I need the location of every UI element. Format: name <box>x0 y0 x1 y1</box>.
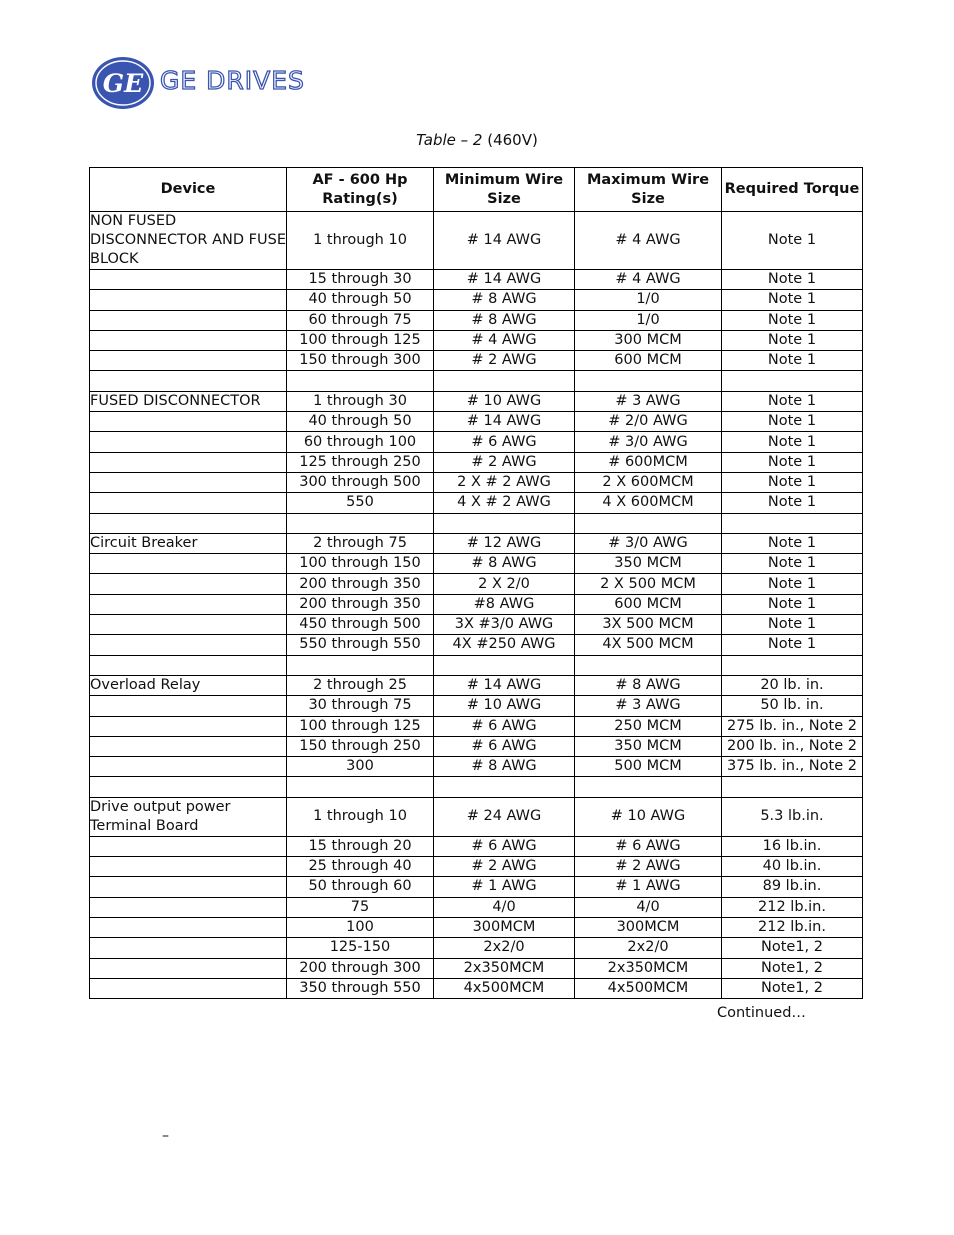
cell-min-wire: # 8 AWG <box>434 554 575 574</box>
table-row <box>90 836 863 856</box>
cell-torque <box>722 655 863 675</box>
cell-hp-rating <box>287 655 434 675</box>
cell-min-wire: 2x350MCM <box>434 958 575 978</box>
cell-max-wire: # 3 AWG <box>575 696 722 716</box>
cell-device <box>90 452 287 472</box>
table-row <box>90 594 863 614</box>
table-title-voltage: (460V) <box>482 131 538 149</box>
cell-device <box>90 351 287 371</box>
cell-max-wire <box>575 655 722 675</box>
cell-max-wire: # 3/0 AWG <box>575 533 722 553</box>
cell-device <box>90 330 287 350</box>
cell-device <box>90 472 287 492</box>
cell-hp-rating: 550 <box>287 493 434 513</box>
cell-device <box>90 877 287 897</box>
cell-hp-rating: 125 through 250 <box>287 452 434 472</box>
table-row <box>90 351 863 371</box>
cell-max-wire: # 2/0 AWG <box>575 412 722 432</box>
table-row <box>90 938 863 958</box>
cell-hp-rating: 350 through 550 <box>287 978 434 998</box>
cell-hp-rating <box>287 513 434 533</box>
cell-max-wire: 300 MCM <box>575 330 722 350</box>
cell-device <box>90 857 287 877</box>
cell-max-wire: 3X 500 MCM <box>575 615 722 635</box>
cell-device <box>90 310 287 330</box>
table-row <box>90 452 863 472</box>
table-row <box>90 472 863 492</box>
cell-hp-rating: 75 <box>287 897 434 917</box>
cell-torque: Note 1 <box>722 212 863 270</box>
cell-torque: Note 1 <box>722 493 863 513</box>
cell-max-wire: 2 X 500 MCM <box>575 574 722 594</box>
table-row <box>90 696 863 716</box>
cell-max-wire: 4x500MCM <box>575 978 722 998</box>
table-header-row <box>90 168 863 212</box>
cell-max-wire <box>575 777 722 797</box>
cell-hp-rating: 200 through 350 <box>287 594 434 614</box>
cell-hp-rating: 100 through 125 <box>287 716 434 736</box>
cell-min-wire: # 2 AWG <box>434 857 575 877</box>
table-row <box>90 857 863 877</box>
cell-min-wire: # 2 AWG <box>434 452 575 472</box>
table-row <box>90 635 863 655</box>
cell-min-wire <box>434 777 575 797</box>
cell-hp-rating: 50 through 60 <box>287 877 434 897</box>
cell-hp-rating: 60 through 100 <box>287 432 434 452</box>
cell-min-wire: 4X #250 AWG <box>434 635 575 655</box>
cell-torque: Note 1 <box>722 574 863 594</box>
table-row <box>90 797 863 836</box>
cell-device <box>90 594 287 614</box>
cell-hp-rating: 40 through 50 <box>287 412 434 432</box>
cell-max-wire: 600 MCM <box>575 594 722 614</box>
cell-torque: Note 1 <box>722 432 863 452</box>
table-title-label: Table – 2 <box>416 131 483 149</box>
cell-max-wire: # 600MCM <box>575 452 722 472</box>
cell-device <box>90 757 287 777</box>
cell-max-wire: # 4 AWG <box>575 212 722 270</box>
cell-torque: Note 1 <box>722 310 863 330</box>
cell-max-wire: 2x350MCM <box>575 958 722 978</box>
table-row <box>90 330 863 350</box>
footer-dash: – <box>162 1128 169 1144</box>
cell-min-wire: 4x500MCM <box>434 978 575 998</box>
cell-torque: 5.3 lb.in. <box>722 797 863 836</box>
cell-hp-rating: 100 through 125 <box>287 330 434 350</box>
cell-device <box>90 978 287 998</box>
cell-hp-rating: 40 through 50 <box>287 290 434 310</box>
cell-hp-rating: 300 through 500 <box>287 472 434 492</box>
cell-min-wire: # 14 AWG <box>434 212 575 270</box>
cell-max-wire: 2 X 600MCM <box>575 472 722 492</box>
table-row <box>90 615 863 635</box>
cell-min-wire: 2x2/0 <box>434 938 575 958</box>
cell-min-wire: 4 X # 2 AWG <box>434 493 575 513</box>
header-max-wire-size: Maximum Wire Size <box>575 168 722 212</box>
cell-min-wire: # 8 AWG <box>434 757 575 777</box>
cell-min-wire: # 6 AWG <box>434 432 575 452</box>
cell-device: FUSED DISCONNECTOR <box>90 391 287 411</box>
cell-min-wire: # 6 AWG <box>434 716 575 736</box>
cell-hp-rating: 25 through 40 <box>287 857 434 877</box>
table-row <box>90 432 863 452</box>
table-body <box>90 212 863 999</box>
table-row <box>90 716 863 736</box>
cell-torque: Note 1 <box>722 330 863 350</box>
cell-torque: Note 1 <box>722 270 863 290</box>
cell-torque: Note 1 <box>722 615 863 635</box>
cell-hp-rating: 30 through 75 <box>287 696 434 716</box>
cell-hp-rating: 15 through 20 <box>287 836 434 856</box>
table-row <box>90 310 863 330</box>
cell-min-wire: # 2 AWG <box>434 351 575 371</box>
table-row <box>90 675 863 695</box>
cell-max-wire: # 10 AWG <box>575 797 722 836</box>
cell-torque: 212 lb.in. <box>722 897 863 917</box>
cell-hp-rating <box>287 371 434 391</box>
cell-device <box>90 270 287 290</box>
cell-torque: 16 lb.in. <box>722 836 863 856</box>
cell-torque <box>722 777 863 797</box>
cell-max-wire: 350 MCM <box>575 554 722 574</box>
table-row <box>90 757 863 777</box>
ge-monogram-icon <box>90 56 156 110</box>
table-row <box>90 412 863 432</box>
cell-min-wire: 4/0 <box>434 897 575 917</box>
cell-min-wire: # 14 AWG <box>434 675 575 695</box>
cell-min-wire: 2 X 2/0 <box>434 574 575 594</box>
cell-torque <box>722 371 863 391</box>
cell-hp-rating: 450 through 500 <box>287 615 434 635</box>
cell-device <box>90 574 287 594</box>
cell-device <box>90 371 287 391</box>
cell-torque: Note 1 <box>722 635 863 655</box>
cell-hp-rating: 200 through 350 <box>287 574 434 594</box>
wire-size-table <box>89 167 863 999</box>
cell-torque: Note 1 <box>722 391 863 411</box>
cell-min-wire <box>434 655 575 675</box>
cell-hp-rating: 2 through 25 <box>287 675 434 695</box>
cell-min-wire: # 4 AWG <box>434 330 575 350</box>
cell-hp-rating: 150 through 250 <box>287 736 434 756</box>
cell-device <box>90 897 287 917</box>
cell-max-wire: 250 MCM <box>575 716 722 736</box>
cell-device <box>90 836 287 856</box>
cell-torque: Note1, 2 <box>722 978 863 998</box>
logo-wordmark: GE DRIVES <box>160 66 305 95</box>
cell-torque <box>722 513 863 533</box>
cell-torque: Note 1 <box>722 290 863 310</box>
cell-hp-rating: 100 through 150 <box>287 554 434 574</box>
table-row <box>90 958 863 978</box>
cell-max-wire <box>575 371 722 391</box>
cell-hp-rating: 550 through 550 <box>287 635 434 655</box>
cell-max-wire: # 3 AWG <box>575 391 722 411</box>
cell-max-wire: 4/0 <box>575 897 722 917</box>
table-row <box>90 897 863 917</box>
cell-min-wire: # 24 AWG <box>434 797 575 836</box>
cell-max-wire: 1/0 <box>575 290 722 310</box>
cell-max-wire: 350 MCM <box>575 736 722 756</box>
header-required-torque: Required Torque <box>722 168 863 212</box>
cell-torque: 375 lb. in., Note 2 <box>722 757 863 777</box>
cell-min-wire: # 1 AWG <box>434 877 575 897</box>
cell-torque: 200 lb. in., Note 2 <box>722 736 863 756</box>
cell-hp-rating: 200 through 300 <box>287 958 434 978</box>
cell-torque: Note1, 2 <box>722 938 863 958</box>
cell-hp-rating: 1 through 10 <box>287 212 434 270</box>
cell-device <box>90 290 287 310</box>
table-row <box>90 554 863 574</box>
cell-torque: 20 lb. in. <box>722 675 863 695</box>
cell-min-wire: # 12 AWG <box>434 533 575 553</box>
cell-max-wire: # 6 AWG <box>575 836 722 856</box>
table-row <box>90 736 863 756</box>
cell-hp-rating: 100 <box>287 917 434 937</box>
cell-torque: Note 1 <box>722 351 863 371</box>
cell-max-wire: # 2 AWG <box>575 857 722 877</box>
cell-min-wire: 2 X # 2 AWG <box>434 472 575 492</box>
header-device: Device <box>90 168 287 212</box>
cell-hp-rating: 150 through 300 <box>287 351 434 371</box>
cell-torque: Note 1 <box>722 452 863 472</box>
cell-min-wire: 3X #3/0 AWG <box>434 615 575 635</box>
cell-torque: Note 1 <box>722 412 863 432</box>
table-row <box>90 978 863 998</box>
table-row <box>90 574 863 594</box>
cell-device <box>90 513 287 533</box>
cell-max-wire: # 1 AWG <box>575 877 722 897</box>
cell-hp-rating: 60 through 75 <box>287 310 434 330</box>
table-row <box>90 290 863 310</box>
cell-torque: Note 1 <box>722 533 863 553</box>
cell-min-wire: # 10 AWG <box>434 391 575 411</box>
table-row <box>90 533 863 553</box>
cell-device <box>90 635 287 655</box>
cell-min-wire: # 10 AWG <box>434 696 575 716</box>
cell-torque: 275 lb. in., Note 2 <box>722 716 863 736</box>
table-row <box>90 270 863 290</box>
cell-hp-rating <box>287 777 434 797</box>
cell-max-wire: # 8 AWG <box>575 675 722 695</box>
cell-device <box>90 432 287 452</box>
cell-hp-rating: 2 through 75 <box>287 533 434 553</box>
ge-drives-logo <box>90 56 330 112</box>
cell-min-wire: # 6 AWG <box>434 736 575 756</box>
table-row <box>90 493 863 513</box>
cell-torque: 40 lb.in. <box>722 857 863 877</box>
cell-max-wire: # 4 AWG <box>575 270 722 290</box>
cell-min-wire <box>434 371 575 391</box>
continued-note: Continued… <box>717 1005 806 1021</box>
cell-hp-rating: 125-150 <box>287 938 434 958</box>
cell-device <box>90 917 287 937</box>
cell-torque: Note 1 <box>722 472 863 492</box>
header-hp-rating: AF - 600 Hp Rating(s) <box>287 168 434 212</box>
table-row <box>90 917 863 937</box>
cell-device: Drive output power Terminal Board <box>90 797 287 836</box>
cell-hp-rating: 1 through 30 <box>287 391 434 411</box>
cell-device <box>90 777 287 797</box>
cell-device <box>90 938 287 958</box>
cell-max-wire: 4 X 600MCM <box>575 493 722 513</box>
cell-torque: 50 lb. in. <box>722 696 863 716</box>
cell-torque: 212 lb.in. <box>722 917 863 937</box>
cell-max-wire <box>575 513 722 533</box>
cell-torque: 89 lb.in. <box>722 877 863 897</box>
cell-max-wire: # 3/0 AWG <box>575 432 722 452</box>
cell-device <box>90 615 287 635</box>
cell-min-wire: # 14 AWG <box>434 270 575 290</box>
cell-device <box>90 696 287 716</box>
cell-device <box>90 493 287 513</box>
cell-max-wire: 500 MCM <box>575 757 722 777</box>
cell-min-wire: # 8 AWG <box>434 290 575 310</box>
table-row <box>90 777 863 797</box>
table-row <box>90 212 863 270</box>
table-title <box>0 131 954 149</box>
cell-device <box>90 412 287 432</box>
cell-device <box>90 716 287 736</box>
cell-device <box>90 655 287 675</box>
cell-device: Overload Relay <box>90 675 287 695</box>
cell-hp-rating: 300 <box>287 757 434 777</box>
cell-min-wire <box>434 513 575 533</box>
table-row <box>90 371 863 391</box>
table-row <box>90 391 863 411</box>
table-row <box>90 513 863 533</box>
cell-torque: Note 1 <box>722 594 863 614</box>
cell-hp-rating: 15 through 30 <box>287 270 434 290</box>
cell-hp-rating: 1 through 10 <box>287 797 434 836</box>
cell-device <box>90 958 287 978</box>
table-row <box>90 655 863 675</box>
ge-monogram-text: GE <box>102 69 144 98</box>
cell-max-wire: 1/0 <box>575 310 722 330</box>
cell-min-wire: 300MCM <box>434 917 575 937</box>
header-min-wire-size: Minimum Wire Size <box>434 168 575 212</box>
cell-min-wire: # 8 AWG <box>434 310 575 330</box>
cell-device <box>90 554 287 574</box>
cell-torque: Note 1 <box>722 554 863 574</box>
cell-device: Circuit Breaker <box>90 533 287 553</box>
cell-max-wire: 4X 500 MCM <box>575 635 722 655</box>
cell-max-wire: 600 MCM <box>575 351 722 371</box>
cell-min-wire: # 14 AWG <box>434 412 575 432</box>
cell-max-wire: 2x2/0 <box>575 938 722 958</box>
cell-max-wire: 300MCM <box>575 917 722 937</box>
cell-min-wire: #8 AWG <box>434 594 575 614</box>
cell-min-wire: # 6 AWG <box>434 836 575 856</box>
cell-torque: Note1, 2 <box>722 958 863 978</box>
table-row <box>90 877 863 897</box>
cell-device <box>90 736 287 756</box>
cell-device: NON FUSED DISCONNECTOR AND FUSE BLOCK <box>90 212 287 270</box>
